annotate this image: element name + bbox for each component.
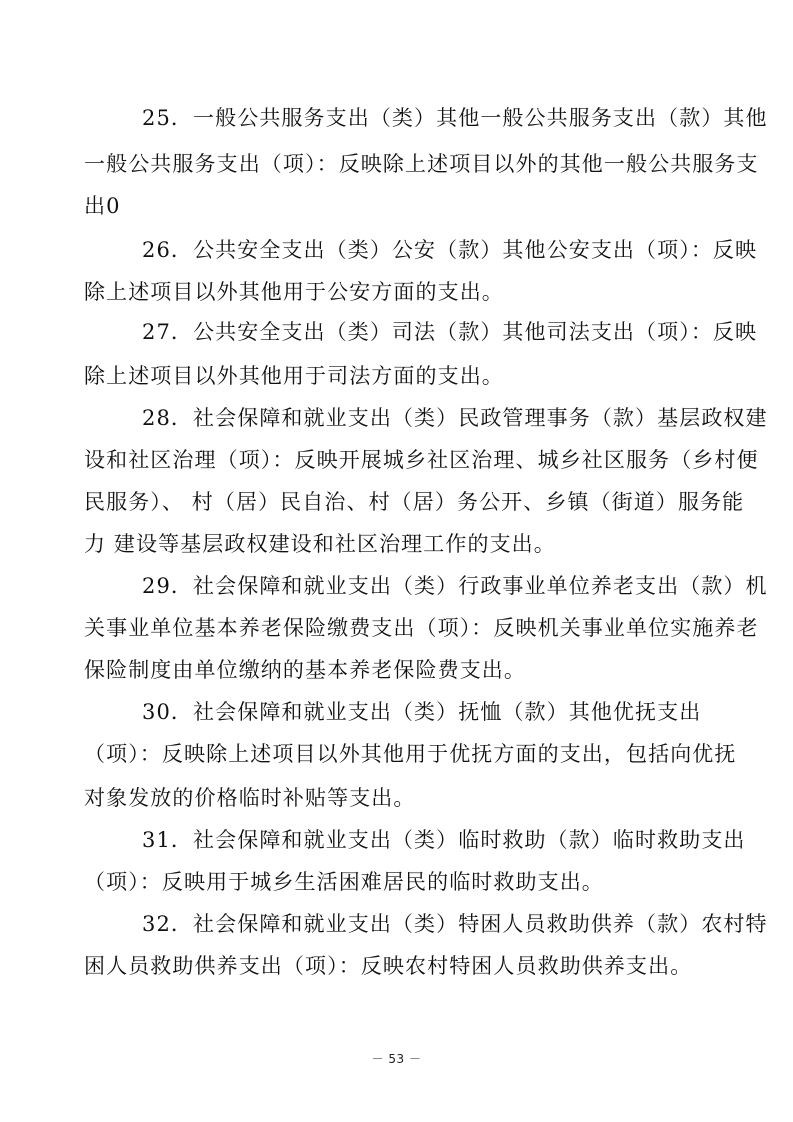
paragraph-32-line-2: 困人员救助供养支出（项）：反映农村特困人员救助供养支出。 bbox=[84, 954, 693, 978]
paragraph-27-line-2: 除上述项目以外其他用于司法方面的支出。 bbox=[84, 364, 504, 388]
paragraph-30-line-3: 对象发放的价格临时补贴等支出。 bbox=[84, 786, 416, 810]
paragraph-31-line-1: 31．社会保障和就业支出（类）临时救助（款）临时救助支出 bbox=[142, 828, 746, 852]
paragraph-29-line-3: 保险制度由单位缴纳的基本养老保险费支出。 bbox=[84, 658, 526, 682]
paragraph-25-line-1: 25．一般公共服务支出（类）其他一般公共服务支出（款）其他 bbox=[142, 106, 768, 130]
paragraph-30-line-1: 30．社会保障和就业支出（类）抚恤（款）其他优抚支出 bbox=[142, 700, 702, 724]
paragraph-31-line-2: （项）：反映用于城乡生活困难居民的临时救助支出。 bbox=[84, 870, 604, 894]
paragraph-30-line-2: （项）：反映除上述项目以外其他用于优抚方面的支出，包括向优抚 bbox=[84, 742, 737, 766]
paragraph-32-line-1: 32．社会保障和就业支出（类）特困人员救助供养（款）农村特 bbox=[142, 912, 768, 936]
paragraph-28-line-1: 28．社会保障和就业支出（类）民政管理事务（款）基层政权建 bbox=[142, 406, 768, 430]
paragraph-29-line-1: 29．社会保障和就业支出（类）行政事业单位养老支出（款）机 bbox=[142, 574, 768, 598]
paragraph-26-line-1: 26．公共安全支出（类）公安（款）其他公安支出（项）：反映 bbox=[142, 238, 758, 262]
paragraph-27-line-1: 27．公共安全支出（类）司法（款）其他司法支出（项）：反映 bbox=[142, 320, 758, 344]
paragraph-26-line-2: 除上述项目以外其他用于公安方面的支出。 bbox=[84, 280, 504, 304]
paragraph-28-line-3: 民服务）、 村（居）民自治、村（居）务公开、乡镇（街道）服务能 bbox=[84, 490, 745, 514]
paragraph-25-line-2: 一般公共服务支出（项）：反映除上述项目以外的其他一般公共服务支 bbox=[84, 152, 759, 176]
paragraph-25-line-3: 出0 bbox=[84, 194, 121, 218]
paragraph-28-line-2: 设和社区治理（项）：反映开展城乡社区治理、城乡社区服务（乡村便 bbox=[84, 448, 759, 472]
paragraph-29-line-2: 关事业单位基本养老保险缴费支出（项）：反映机关事业单位实施养老 bbox=[84, 616, 759, 640]
page-number: － 53 － bbox=[371, 1052, 422, 1066]
paragraph-28-line-4: 力 建设等基层政权建设和社区治理工作的支出。 bbox=[84, 532, 556, 556]
